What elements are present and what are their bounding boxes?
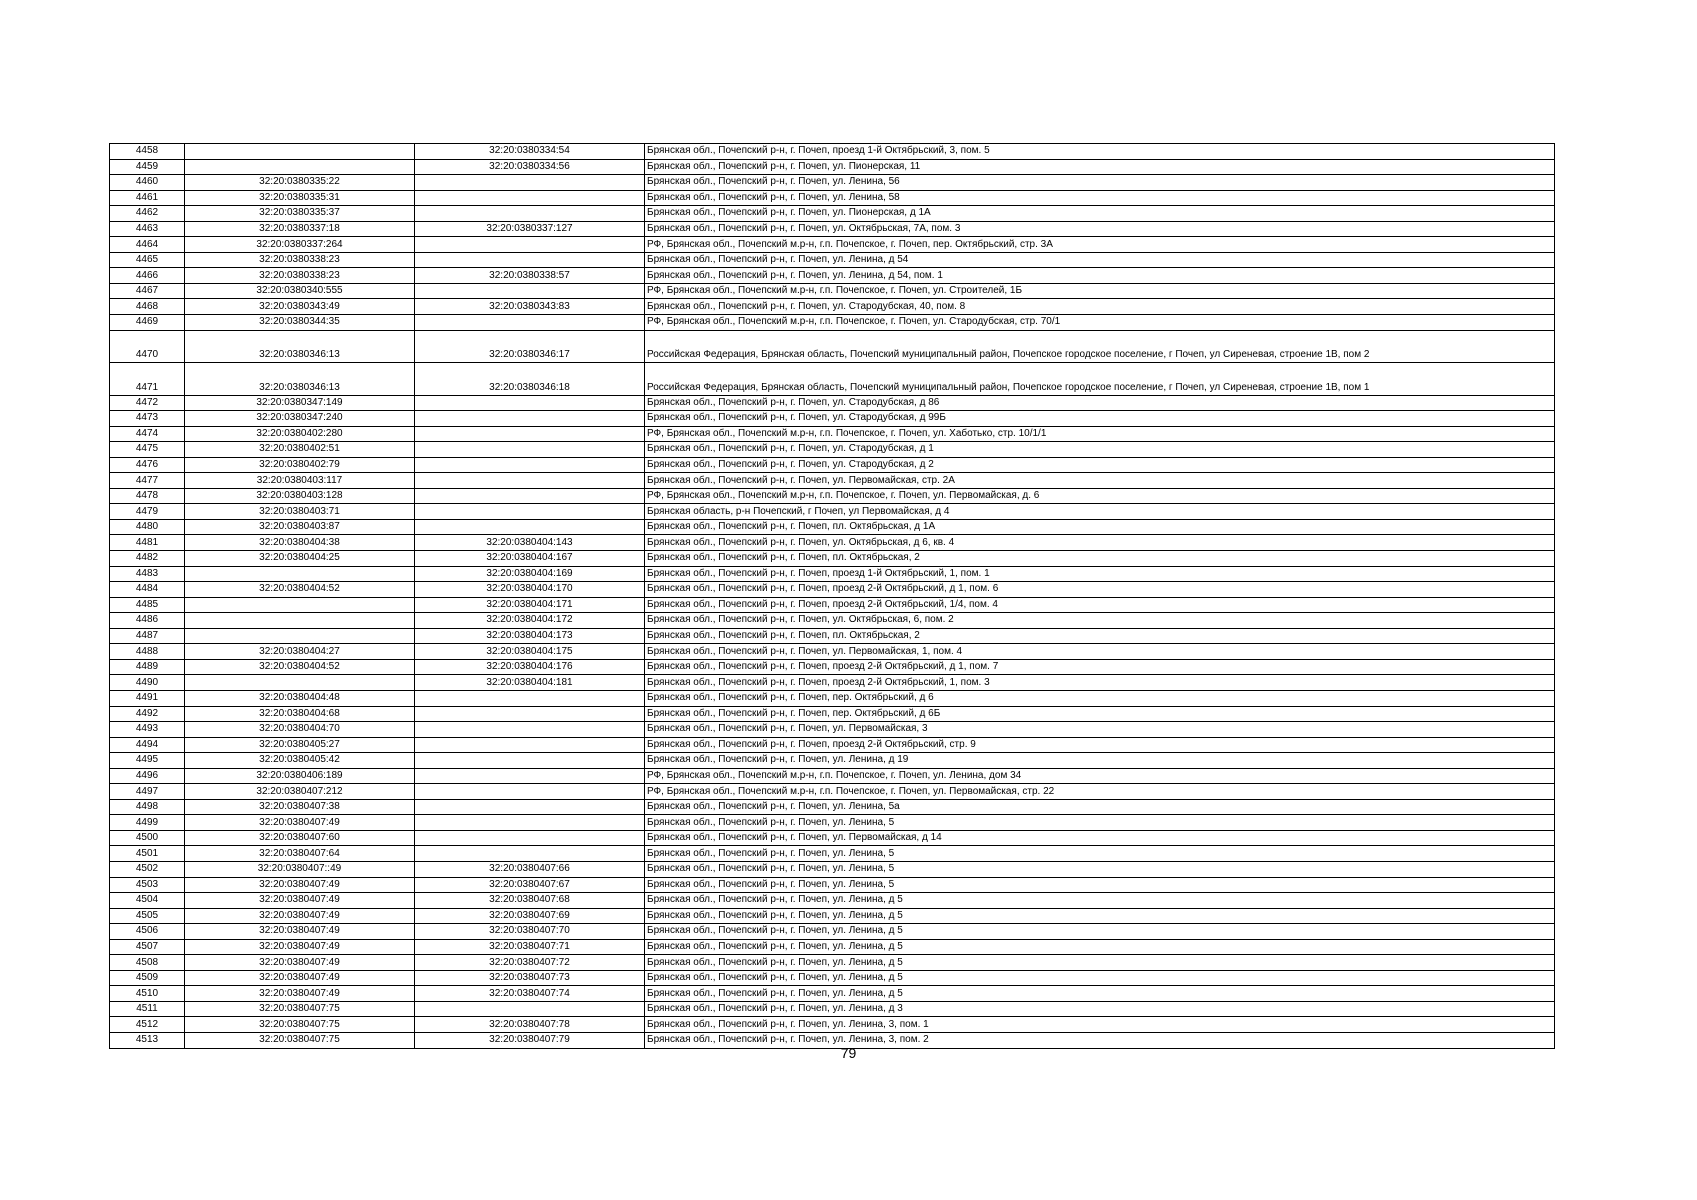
table-row: [110, 519, 1555, 535]
object-number-cell: [415, 846, 645, 862]
table-row: [110, 955, 1555, 971]
cadastral-number-cell: 32:20:0380403:128: [185, 488, 415, 504]
table-row: [110, 566, 1555, 582]
object-number-cell: 32:20:0380404:169: [415, 566, 645, 582]
address-cell: Брянская обл., Почепский р-н, г. Почеп, ул. Ленина, д 5: [645, 908, 1555, 924]
address-cell: Брянская обл., Почепский р-н, г. Почеп, ул. Ленина, 3, пом. 2: [645, 1032, 1555, 1048]
object-number-cell: [415, 830, 645, 846]
row-number-cell: 4476: [110, 457, 185, 473]
object-number-cell: [415, 722, 645, 738]
object-number-cell: [415, 690, 645, 706]
row-number-cell: 4510: [110, 986, 185, 1002]
row-number-cell: 4475: [110, 442, 185, 458]
object-number-cell: 32:20:0380404:173: [415, 628, 645, 644]
row-number-cell: 4498: [110, 799, 185, 815]
object-number-cell: [415, 1001, 645, 1017]
object-number-cell: [415, 519, 645, 535]
address-cell: Брянская обл., Почепский р-н, г. Почеп, ул. Первомайская, 1, пом. 4: [645, 644, 1555, 660]
table-row: [110, 473, 1555, 489]
table-row: [110, 877, 1555, 893]
table-row: [110, 659, 1555, 675]
address-cell: РФ, Брянская обл., Почепский м.р-н, г.п. Почепское, г. Почеп, ул. Ленина, дом 34: [645, 768, 1555, 784]
row-number-cell: 4507: [110, 939, 185, 955]
address-cell: Брянская обл., Почепский р-н, г. Почеп, ул. Ленина, 58: [645, 190, 1555, 206]
address-cell: Брянская обл., Почепский р-н, г. Почеп, ул. Ленина, д 5: [645, 939, 1555, 955]
address-cell: Российская Федерация, Брянская область, Почепский муниципальный район, Почепское городское поселение, г Почеп, ул Сиреневая, строение 1В, пом 1: [645, 363, 1555, 396]
row-number-cell: 4465: [110, 252, 185, 268]
row-number-cell: 4480: [110, 519, 185, 535]
table-row: [110, 737, 1555, 753]
address-cell: Брянская обл., Почепский р-н, г. Почеп, ул. Ленина, 5а: [645, 799, 1555, 815]
address-cell: Брянская обл., Почепский р-н, г. Почеп, ул. Ленина, д 5: [645, 924, 1555, 940]
table-row: [110, 206, 1555, 222]
object-number-cell: 32:20:0380407:66: [415, 861, 645, 877]
table-row: [110, 283, 1555, 299]
object-number-cell: [415, 442, 645, 458]
row-number-cell: 4488: [110, 644, 185, 660]
object-number-cell: 32:20:0380404:171: [415, 597, 645, 613]
object-number-cell: [415, 706, 645, 722]
table-row: [110, 846, 1555, 862]
table-row: [110, 675, 1555, 691]
cadastral-number-cell: 32:20:0380337:264: [185, 237, 415, 253]
table-row: [110, 939, 1555, 955]
cadastral-number-cell: 32:20:0380407:64: [185, 846, 415, 862]
table-row: [110, 1001, 1555, 1017]
cadastral-number-cell: 32:20:0380404:48: [185, 690, 415, 706]
cadastral-number-cell: 32:20:0380335:37: [185, 206, 415, 222]
cadastral-number-cell: 32:20:0380403:71: [185, 504, 415, 520]
address-cell: Брянская обл., Почепский р-н, г. Почеп, проезд 1-й Октябрьский, 1, пом. 1: [645, 566, 1555, 582]
cadastral-number-cell: 32:20:0380347:149: [185, 395, 415, 411]
table-row: [110, 613, 1555, 629]
address-cell: Брянская обл., Почепский р-н, г. Почеп, проезд 2-й Октябрьский, стр. 9: [645, 737, 1555, 753]
row-number-cell: 4478: [110, 488, 185, 504]
row-number-cell: 4499: [110, 815, 185, 831]
row-number-cell: 4493: [110, 722, 185, 738]
object-number-cell: [415, 252, 645, 268]
cadastral-number-cell: 32:20:0380407:60: [185, 830, 415, 846]
address-cell: Брянская обл., Почепский р-н, г. Почеп, проезд 2-й Октябрьский, 1/4, пом. 4: [645, 597, 1555, 613]
row-number-cell: 4471: [110, 363, 185, 396]
table-row: [110, 893, 1555, 909]
address-cell: Брянская обл., Почепский р-н, г. Почеп, проезд 2-й Октябрьский, 1, пом. 3: [645, 675, 1555, 691]
row-number-cell: 4472: [110, 395, 185, 411]
row-number-cell: 4509: [110, 970, 185, 986]
cadastral-number-cell: 32:20:0380407:49: [185, 939, 415, 955]
row-number-cell: 4482: [110, 551, 185, 567]
table-row: [110, 1017, 1555, 1033]
table-row: [110, 237, 1555, 253]
cadastral-number-cell: [185, 613, 415, 629]
table-row: [110, 815, 1555, 831]
object-number-cell: [415, 395, 645, 411]
object-number-cell: [415, 768, 645, 784]
cadastral-number-cell: [185, 566, 415, 582]
object-number-cell: 32:20:0380407:68: [415, 893, 645, 909]
cadastral-number-cell: 32:20:0380405:27: [185, 737, 415, 753]
address-cell: РФ, Брянская обл., Почепский м.р-н, г.п. Почепское, г. Почеп, ул. Первомайская, стр. 22: [645, 784, 1555, 800]
object-number-cell: 32:20:0380407:69: [415, 908, 645, 924]
object-number-cell: 32:20:0380407:74: [415, 986, 645, 1002]
row-number-cell: 4512: [110, 1017, 185, 1033]
cadastral-number-cell: 32:20:0380407:212: [185, 784, 415, 800]
address-cell: Брянская обл., Почепский р-н, г. Почеп, ул. Ленина, 5: [645, 846, 1555, 862]
address-cell: Брянская обл., Почепский р-н, г. Почеп, ул. Первомайская, стр. 2А: [645, 473, 1555, 489]
row-number-cell: 4513: [110, 1032, 185, 1048]
cadastral-number-cell: 32:20:0380407:49: [185, 924, 415, 940]
cadastral-number-cell: 32:20:0380407:75: [185, 1017, 415, 1033]
row-number-cell: 4506: [110, 924, 185, 940]
address-cell: Брянская обл., Почепский р-н, г. Почеп, ул. Ленина, д 5: [645, 893, 1555, 909]
address-cell: Брянская обл., Почепский р-н, г. Почеп, пл. Октябрьская, 2: [645, 551, 1555, 567]
property-table: [109, 143, 1555, 1049]
address-cell: Брянская обл., Почепский р-н, г. Почеп, ул. Пионерская, д 1А: [645, 206, 1555, 222]
address-cell: Брянская обл., Почепский р-н, г. Почеп, ул. Ленина, д 3: [645, 1001, 1555, 1017]
row-number-cell: 4504: [110, 893, 185, 909]
cadastral-number-cell: 32:20:0380407:49: [185, 815, 415, 831]
address-cell: Брянская обл., Почепский р-н, г. Почеп, ул. Ленина, д 5: [645, 986, 1555, 1002]
cadastral-number-cell: 32:20:0380405:42: [185, 753, 415, 769]
table-row: [110, 426, 1555, 442]
row-number-cell: 4494: [110, 737, 185, 753]
object-number-cell: [415, 784, 645, 800]
object-number-cell: 32:20:0380337:127: [415, 221, 645, 237]
row-number-cell: 4468: [110, 299, 185, 315]
object-number-cell: 32:20:0380404:181: [415, 675, 645, 691]
row-number-cell: 4459: [110, 159, 185, 175]
cadastral-number-cell: 32:20:0380347:240: [185, 411, 415, 427]
row-number-cell: 4464: [110, 237, 185, 253]
table-row: [110, 363, 1555, 396]
address-cell: Брянская обл., Почепский р-н, г. Почеп, ул. Октябрьская, 7А, пом. 3: [645, 221, 1555, 237]
row-number-cell: 4474: [110, 426, 185, 442]
cadastral-number-cell: 32:20:0380337:18: [185, 221, 415, 237]
row-number-cell: 4505: [110, 908, 185, 924]
cadastral-number-cell: 32:20:0380407:38: [185, 799, 415, 815]
row-number-cell: 4462: [110, 206, 185, 222]
row-number-cell: 4497: [110, 784, 185, 800]
cadastral-number-cell: 32:20:0380403:117: [185, 473, 415, 489]
cadastral-number-cell: 32:20:0380404:25: [185, 551, 415, 567]
cadastral-number-cell: 32:20:0380346:13: [185, 330, 415, 363]
cadastral-number-cell: [185, 675, 415, 691]
table-row: [110, 830, 1555, 846]
row-number-cell: 4458: [110, 144, 185, 160]
table-row: [110, 799, 1555, 815]
row-number-cell: 4467: [110, 283, 185, 299]
address-cell: Брянская обл., Почепский р-н, г. Почеп, ул. Ленина, д 19: [645, 753, 1555, 769]
object-number-cell: 32:20:0380404:176: [415, 659, 645, 675]
address-cell: Брянская обл., Почепский р-н, г. Почеп, ул. Ленина, 5: [645, 815, 1555, 831]
cadastral-number-cell: 32:20:0380407:75: [185, 1032, 415, 1048]
address-cell: Брянская обл., Почепский р-н, г. Почеп, ул. Ленина, д 5: [645, 970, 1555, 986]
object-number-cell: 32:20:0380404:170: [415, 582, 645, 598]
address-cell: РФ, Брянская обл., Почепский м.р-н, г.п. Почепское, г. Почеп, ул. Строителей, 1Б: [645, 283, 1555, 299]
cadastral-number-cell: [185, 597, 415, 613]
cadastral-number-cell: 32:20:0380402:51: [185, 442, 415, 458]
address-cell: Брянская обл., Почепский р-н, г. Почеп, ул. Ленина, 5: [645, 877, 1555, 893]
address-cell: РФ, Брянская обл., Почепский м.р-н, г.п. Почепское, г. Почеп, ул. Стародубская, стр. 70/1: [645, 315, 1555, 331]
object-number-cell: [415, 206, 645, 222]
object-number-cell: 32:20:0380334:54: [415, 144, 645, 160]
table-row: [110, 488, 1555, 504]
table-row: [110, 706, 1555, 722]
row-number-cell: 4473: [110, 411, 185, 427]
cadastral-number-cell: 32:20:0380404:68: [185, 706, 415, 722]
row-number-cell: 4496: [110, 768, 185, 784]
object-number-cell: 32:20:0380343:83: [415, 299, 645, 315]
table-row: [110, 144, 1555, 160]
address-cell: РФ, Брянская обл., Почепский м.р-н, г.п. Почепское, г. Почеп, ул. Первомайская, д. 6: [645, 488, 1555, 504]
object-number-cell: [415, 411, 645, 427]
table-row: [110, 175, 1555, 191]
address-cell: Российская Федерация, Брянская область, Почепский муниципальный район, Почепское городское поселение, г Почеп, ул Сиреневая, строение 1В, пом 2: [645, 330, 1555, 363]
table-row: [110, 768, 1555, 784]
cadastral-number-cell: 32:20:0380340:555: [185, 283, 415, 299]
table-row: [110, 970, 1555, 986]
address-cell: Брянская обл., Почепский р-н, г. Почеп, ул. Стародубская, д 86: [645, 395, 1555, 411]
row-number-cell: 4479: [110, 504, 185, 520]
cadastral-number-cell: 32:20:0380335:31: [185, 190, 415, 206]
address-cell: Брянская обл., Почепский р-н, г. Почеп, ул. Ленина, 56: [645, 175, 1555, 191]
object-number-cell: 32:20:0380404:143: [415, 535, 645, 551]
cadastral-number-cell: [185, 628, 415, 644]
address-cell: Брянская обл., Почепский р-н, г. Почеп, ул. Стародубская, 40, пом. 8: [645, 299, 1555, 315]
object-number-cell: [415, 815, 645, 831]
object-number-cell: 32:20:0380407:72: [415, 955, 645, 971]
cadastral-number-cell: 32:20:0380404:52: [185, 659, 415, 675]
row-number-cell: 4463: [110, 221, 185, 237]
table-row: [110, 535, 1555, 551]
object-number-cell: 32:20:0380404:172: [415, 613, 645, 629]
row-number-cell: 4502: [110, 861, 185, 877]
address-cell: Брянская обл., Почепский р-н, г. Почеп, ул. Стародубская, д 99Б: [645, 411, 1555, 427]
object-number-cell: [415, 175, 645, 191]
table-row: [110, 644, 1555, 660]
row-number-cell: 4485: [110, 597, 185, 613]
object-number-cell: 32:20:0380346:18: [415, 363, 645, 396]
address-cell: Брянская обл., Почепский р-н, г. Почеп, ул. Стародубская, д 2: [645, 457, 1555, 473]
object-number-cell: [415, 457, 645, 473]
row-number-cell: 4503: [110, 877, 185, 893]
address-cell: Брянская обл., Почепский р-н, г. Почеп, пер. Октябрьский, д 6: [645, 690, 1555, 706]
table-row: [110, 582, 1555, 598]
address-cell: Брянская обл., Почепский р-н, г. Почеп, проезд 2-й Октябрьский, д 1, пом. 6: [645, 582, 1555, 598]
cadastral-number-cell: 32:20:0380404:27: [185, 644, 415, 660]
object-number-cell: [415, 283, 645, 299]
row-number-cell: 4500: [110, 830, 185, 846]
table-row: [110, 753, 1555, 769]
address-cell: Брянская обл., Почепский р-н, г. Почеп, пер. Октябрьский, д 6Б: [645, 706, 1555, 722]
row-number-cell: 4492: [110, 706, 185, 722]
row-number-cell: 4481: [110, 535, 185, 551]
page-number: 79: [840, 1045, 857, 1061]
table-row: [110, 190, 1555, 206]
cadastral-number-cell: 32:20:0380407:49: [185, 877, 415, 893]
object-number-cell: 32:20:0380346:17: [415, 330, 645, 363]
row-number-cell: 4469: [110, 315, 185, 331]
cadastral-number-cell: [185, 144, 415, 160]
row-number-cell: 4491: [110, 690, 185, 706]
table-row: [110, 299, 1555, 315]
table-row: [110, 268, 1555, 284]
cadastral-number-cell: 32:20:0380403:87: [185, 519, 415, 535]
object-number-cell: 32:20:0380404:175: [415, 644, 645, 660]
object-number-cell: 32:20:0380407:71: [415, 939, 645, 955]
row-number-cell: 4466: [110, 268, 185, 284]
row-number-cell: 4477: [110, 473, 185, 489]
cadastral-number-cell: 32:20:0380346:13: [185, 363, 415, 396]
table-row: [110, 315, 1555, 331]
row-number-cell: 4490: [110, 675, 185, 691]
object-number-cell: 32:20:0380407:70: [415, 924, 645, 940]
row-number-cell: 4460: [110, 175, 185, 191]
object-number-cell: [415, 237, 645, 253]
cadastral-number-cell: 32:20:0380406:189: [185, 768, 415, 784]
address-cell: Брянская обл., Почепский р-н, г. Почеп, пл. Октябрьская, д 1А: [645, 519, 1555, 535]
table-row: [110, 861, 1555, 877]
address-cell: РФ, Брянская обл., Почепский м.р-н, г.п. Почепское, г. Почеп, пер. Октябрьский, стр. 3А: [645, 237, 1555, 253]
cadastral-number-cell: 32:20:0380404:70: [185, 722, 415, 738]
row-number-cell: 4495: [110, 753, 185, 769]
row-number-cell: 4508: [110, 955, 185, 971]
table-row: [110, 457, 1555, 473]
address-cell: Брянская обл., Почепский р-н, г. Почеп, ул. Первомайская, д 14: [645, 830, 1555, 846]
object-number-cell: 32:20:0380407:73: [415, 970, 645, 986]
property-table-body: [110, 144, 1555, 1049]
table-row: [110, 690, 1555, 706]
address-cell: Брянская обл., Почепский р-н, г. Почеп, ул. Стародубская, д 1: [645, 442, 1555, 458]
object-number-cell: [415, 190, 645, 206]
object-number-cell: [415, 504, 645, 520]
table-row: [110, 411, 1555, 427]
address-cell: Брянская обл., Почепский р-н, г. Почеп, ул. Первомайская, 3: [645, 722, 1555, 738]
table-row: [110, 628, 1555, 644]
address-cell: Брянская обл., Почепский р-н, г. Почеп, ул. Пионерская, 11: [645, 159, 1555, 175]
table-row: [110, 924, 1555, 940]
address-cell: Брянская обл., Почепский р-н, г. Почеп, проезд 2-й Октябрьский, д 1, пом. 7: [645, 659, 1555, 675]
table-row: [110, 722, 1555, 738]
address-cell: Брянская обл., Почепский р-н, г. Почеп, ул. Октябрьская, 6, пом. 2: [645, 613, 1555, 629]
table-row: [110, 908, 1555, 924]
object-number-cell: [415, 488, 645, 504]
cadastral-number-cell: 32:20:0380404:38: [185, 535, 415, 551]
address-cell: Брянская обл., Почепский р-н, г. Почеп, пл. Октябрьская, 2: [645, 628, 1555, 644]
cadastral-number-cell: 32:20:0380338:23: [185, 268, 415, 284]
object-number-cell: 32:20:0380407:78: [415, 1017, 645, 1033]
row-number-cell: 4484: [110, 582, 185, 598]
object-number-cell: 32:20:0380407:67: [415, 877, 645, 893]
cadastral-number-cell: 32:20:0380343:49: [185, 299, 415, 315]
cadastral-number-cell: 32:20:0380338:23: [185, 252, 415, 268]
cadastral-number-cell: 32:20:0380407:49: [185, 970, 415, 986]
object-number-cell: [415, 315, 645, 331]
address-cell: Брянская обл., Почепский р-н, г. Почеп, ул. Ленина, д 54: [645, 252, 1555, 268]
cadastral-number-cell: 32:20:0380407:49: [185, 908, 415, 924]
object-number-cell: [415, 753, 645, 769]
address-cell: Брянская обл., Почепский р-н, г. Почеп, ул. Ленина, д 5: [645, 955, 1555, 971]
table-row: [110, 504, 1555, 520]
object-number-cell: 32:20:0380404:167: [415, 551, 645, 567]
address-cell: РФ, Брянская обл., Почепский м.р-н, г.п. Почепское, г. Почеп, ул. Хаботько, стр. 10/1/1: [645, 426, 1555, 442]
cadastral-number-cell: 32:20:0380404:52: [185, 582, 415, 598]
table-row: [110, 784, 1555, 800]
table-row: [110, 986, 1555, 1002]
row-number-cell: 4486: [110, 613, 185, 629]
row-number-cell: 4483: [110, 566, 185, 582]
table-row: [110, 221, 1555, 237]
object-number-cell: 32:20:0380338:57: [415, 268, 645, 284]
address-cell: Брянская обл., Почепский р-н, г. Почеп, ул. Октябрьская, д 6, кв. 4: [645, 535, 1555, 551]
object-number-cell: 32:20:0380334:56: [415, 159, 645, 175]
table-row: [110, 551, 1555, 567]
cadastral-number-cell: 32:20:0380407:49: [185, 986, 415, 1002]
table-row: [110, 252, 1555, 268]
object-number-cell: [415, 799, 645, 815]
cadastral-number-cell: 32:20:0380407:49: [185, 955, 415, 971]
object-number-cell: 32:20:0380407:79: [415, 1032, 645, 1048]
cadastral-number-cell: 32:20:0380407::49: [185, 861, 415, 877]
address-cell: Брянская область, р-н Почепский, г Почеп, ул Первомайская, д 4: [645, 504, 1555, 520]
address-cell: Брянская обл., Почепский р-н, г. Почеп, ул. Ленина, 5: [645, 861, 1555, 877]
row-number-cell: 4461: [110, 190, 185, 206]
address-cell: Брянская обл., Почепский р-н, г. Почеп, ул. Ленина, д 54, пом. 1: [645, 268, 1555, 284]
cadastral-number-cell: 32:20:0380344:35: [185, 315, 415, 331]
row-number-cell: 4511: [110, 1001, 185, 1017]
address-cell: Брянская обл., Почепский р-н, г. Почеп, ул. Ленина, 3, пом. 1: [645, 1017, 1555, 1033]
cadastral-number-cell: 32:20:0380407:49: [185, 893, 415, 909]
cadastral-number-cell: 32:20:0380407:75: [185, 1001, 415, 1017]
table-row: [110, 442, 1555, 458]
table-row: [110, 159, 1555, 175]
table-row: [110, 395, 1555, 411]
cadastral-number-cell: [185, 159, 415, 175]
object-number-cell: [415, 737, 645, 753]
object-number-cell: [415, 426, 645, 442]
row-number-cell: 4470: [110, 330, 185, 363]
table-row: [110, 330, 1555, 363]
table-row: [110, 597, 1555, 613]
row-number-cell: 4501: [110, 846, 185, 862]
row-number-cell: 4487: [110, 628, 185, 644]
cadastral-number-cell: 32:20:0380335:22: [185, 175, 415, 191]
cadastral-number-cell: 32:20:0380402:79: [185, 457, 415, 473]
cadastral-number-cell: 32:20:0380402:280: [185, 426, 415, 442]
object-number-cell: [415, 473, 645, 489]
address-cell: Брянская обл., Почепский р-н, г. Почеп, проезд 1-й Октябрьский, 3, пом. 5: [645, 144, 1555, 160]
row-number-cell: 4489: [110, 659, 185, 675]
